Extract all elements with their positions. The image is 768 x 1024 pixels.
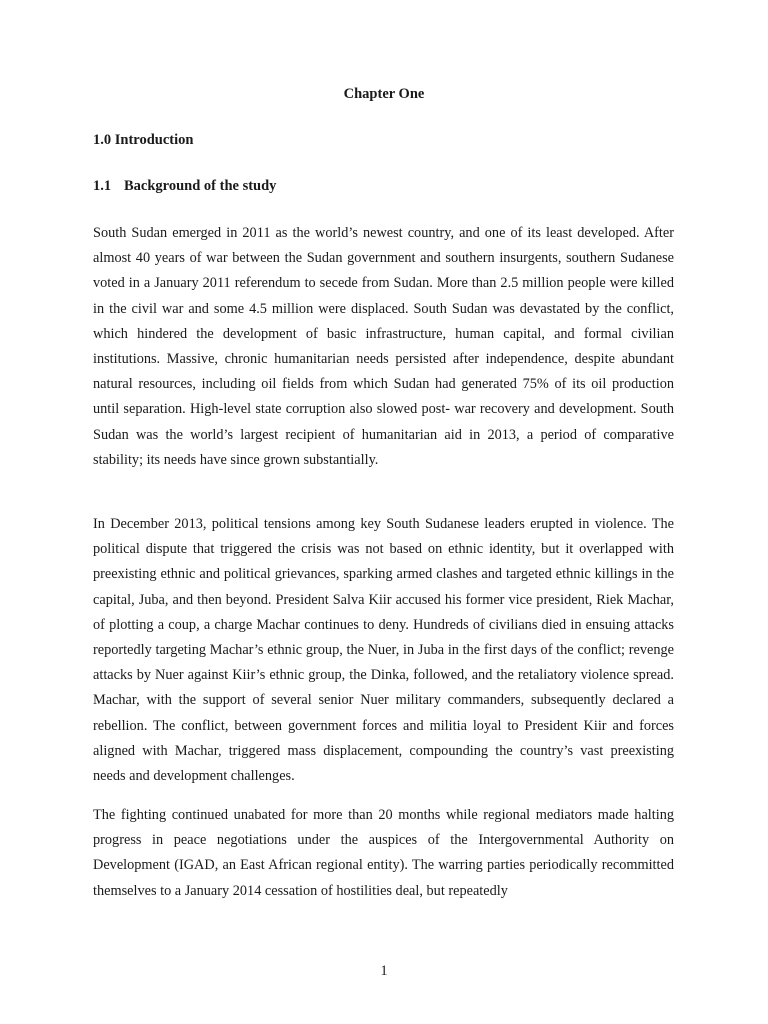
paragraph-1: South Sudan emerged in 2011 as the world’s newest country, and one of its least developed. After almost 40 years of war between the Sudan government and southern insurgents, southern Sudanese voted in a January 2011 referendum to secede from Sudan. More than 2.5 million people were killed in the civil war and some 4.5 million were displaced. South Sudan was devastated by the conflict, which hindered the development of basic infrastructure, human capital, and formal civilian institutions. Massive, chronic humanitarian needs persisted after independence, despite abundant natural resources, including oil fields from which Sudan had generated 75% of its oil production until separation. High-level state corruption also slowed post- war recovery and development. South Sudan was the world’s largest recipient of humanitarian aid in 2013, a period of comparative stability; its needs have since grown substantially. bbox=[93, 225, 674, 468]
subsection-heading-background bbox=[93, 178, 276, 195]
paragraph-2: In December 2013, political tensions among key South Sudanese leaders erupted in violence. The political dispute that triggered the crisis was not based on ethnic identity, but it overlapped with preexisting ethnic and political grievances, sparking armed clashes and targeted ethnic killings in the capital, Juba, and then beyond. President Salva Kiir accused his former vice president, Riek Machar, of plotting a coup, a charge Machar continues to deny. Hundreds of civilians died in ensuing attacks reportedly targeting Machar’s ethnic group, the Nuer, in Juba in the first days of the conflict; revenge attacks by Nuer against Kiir’s ethnic group, the Dinka, followed, and the retaliatory violence spread. Machar, with the support of several senior Nuer military commanders, subsequently declared a rebellion. The conflict, between government forces and militia loyal to President Kiir and forces aligned with Machar, triggered mass displacement, compounding the country’s vast preexisting needs and development challenges. bbox=[93, 516, 674, 785]
chapter-title: Chapter One bbox=[343, 86, 425, 102]
section-heading-introduction: 1.0 Introduction bbox=[93, 132, 194, 148]
page-number: 1 bbox=[380, 963, 388, 979]
subsection-number: 1.1 bbox=[93, 178, 112, 194]
paragraph-3: The fighting continued unabated for more than 20 months while regional mediators made halting progress in peace negotiations under the auspices of the Intergovernmental Authority on Development (IGAD, an East African regional entity). The warring parties periodically recommitted themselves to a January 2014 cessation of hostilities deal, but repeatedly bbox=[93, 807, 674, 899]
subsection-title: Background of the study bbox=[124, 178, 277, 194]
